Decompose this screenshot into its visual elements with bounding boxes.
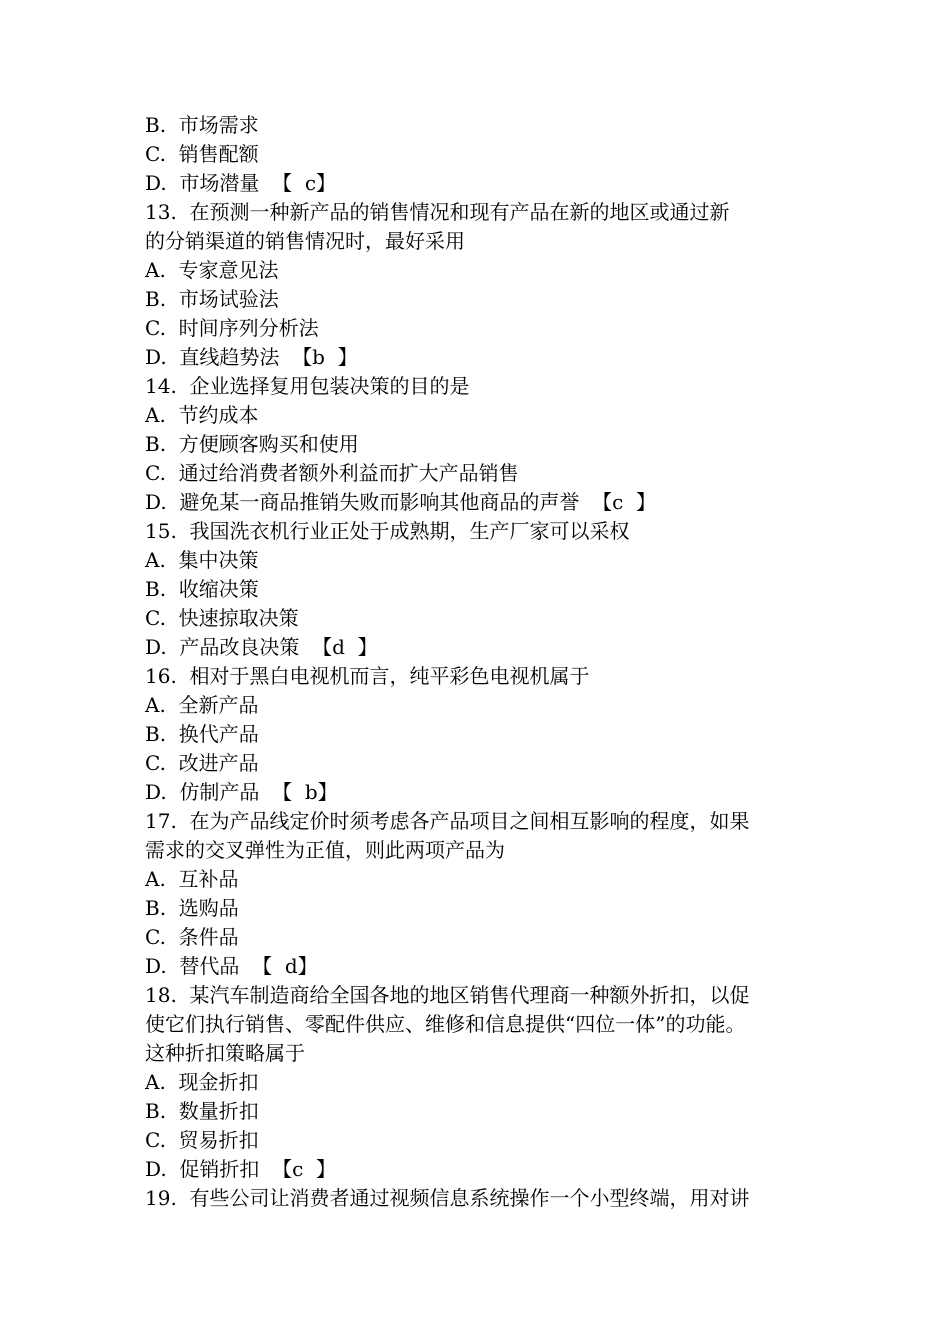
text-line: D. 产品改良决策 【d 】 <box>145 635 378 659</box>
text-line: 的分销渠道的销售情况时，最好采用 <box>145 229 465 253</box>
text-line: D. 促销折扣 【c 】 <box>145 1157 337 1181</box>
text-line: B. 市场需求 <box>145 113 259 137</box>
text-line: 这种折扣策略属于 <box>145 1041 305 1065</box>
text-line: A. 节约成本 <box>145 403 259 427</box>
text-line: 17. 在为产品线定价时须考虑各产品项目之间相互影响的程度，如果 <box>145 809 750 833</box>
text-line: 13. 在预测一种新产品的销售情况和现有产品在新的地区或通过新 <box>145 200 730 224</box>
text-line: 使它们执行销售、零配件供应、维修和信息提供“四位一体”的功能。 <box>145 1012 746 1036</box>
text-line: C. 条件品 <box>145 925 239 949</box>
text-line: B. 市场试验法 <box>145 287 279 311</box>
text-line: A. 现金折扣 <box>145 1070 259 1094</box>
text-line: A. 互补品 <box>145 867 239 891</box>
text-line: C. 通过给消费者额外利益而扩大产品销售 <box>145 461 519 485</box>
text-line: C. 时间序列分析法 <box>145 316 319 340</box>
text-line: A. 全新产品 <box>145 693 259 717</box>
text-line: D. 直线趋势法 【b 】 <box>145 345 358 369</box>
text-line: D. 市场潜量 【 c】 <box>145 171 337 195</box>
text-line: D. 仿制产品 【 b】 <box>145 780 338 804</box>
text-line: B. 方便顾客购买和使用 <box>145 432 359 456</box>
document-page <box>145 111 825 1213</box>
text-line: 15. 我国洗衣机行业正处于成熟期，生产厂家可以采权 <box>145 519 630 543</box>
text-line: C. 快速掠取决策 <box>145 606 299 630</box>
text-line: 14. 企业选择复用包装决策的目的是 <box>145 374 470 398</box>
text-line: 16. 相对于黑白电视机而言，纯平彩色电视机属于 <box>145 664 590 688</box>
text-line: B. 收缩决策 <box>145 577 259 601</box>
text-line: 18. 某汽车制造商给全国各地的地区销售代理商一种额外折扣，以促 <box>145 983 750 1007</box>
text-line: C. 改进产品 <box>145 751 259 775</box>
text-line: 需求的交叉弹性为正值，则此两项产品为 <box>145 838 505 862</box>
text-line: D. 替代品 【 d】 <box>145 954 318 978</box>
text-line: C. 贸易折扣 <box>145 1128 259 1152</box>
text-line: 19. 有些公司让消费者通过视频信息系统操作一个小型终端，用对讲 <box>145 1186 750 1210</box>
text-line: C. 销售配额 <box>145 142 259 166</box>
text-line: B. 选购品 <box>145 896 239 920</box>
text-line: B. 换代产品 <box>145 722 259 746</box>
text-line: A. 专家意见法 <box>145 258 279 282</box>
text-line: B. 数量折扣 <box>145 1099 259 1123</box>
text-line: A. 集中决策 <box>145 548 259 572</box>
text-line: D. 避免某一商品推销失败而影响其他商品的声誉 【c 】 <box>145 490 657 514</box>
